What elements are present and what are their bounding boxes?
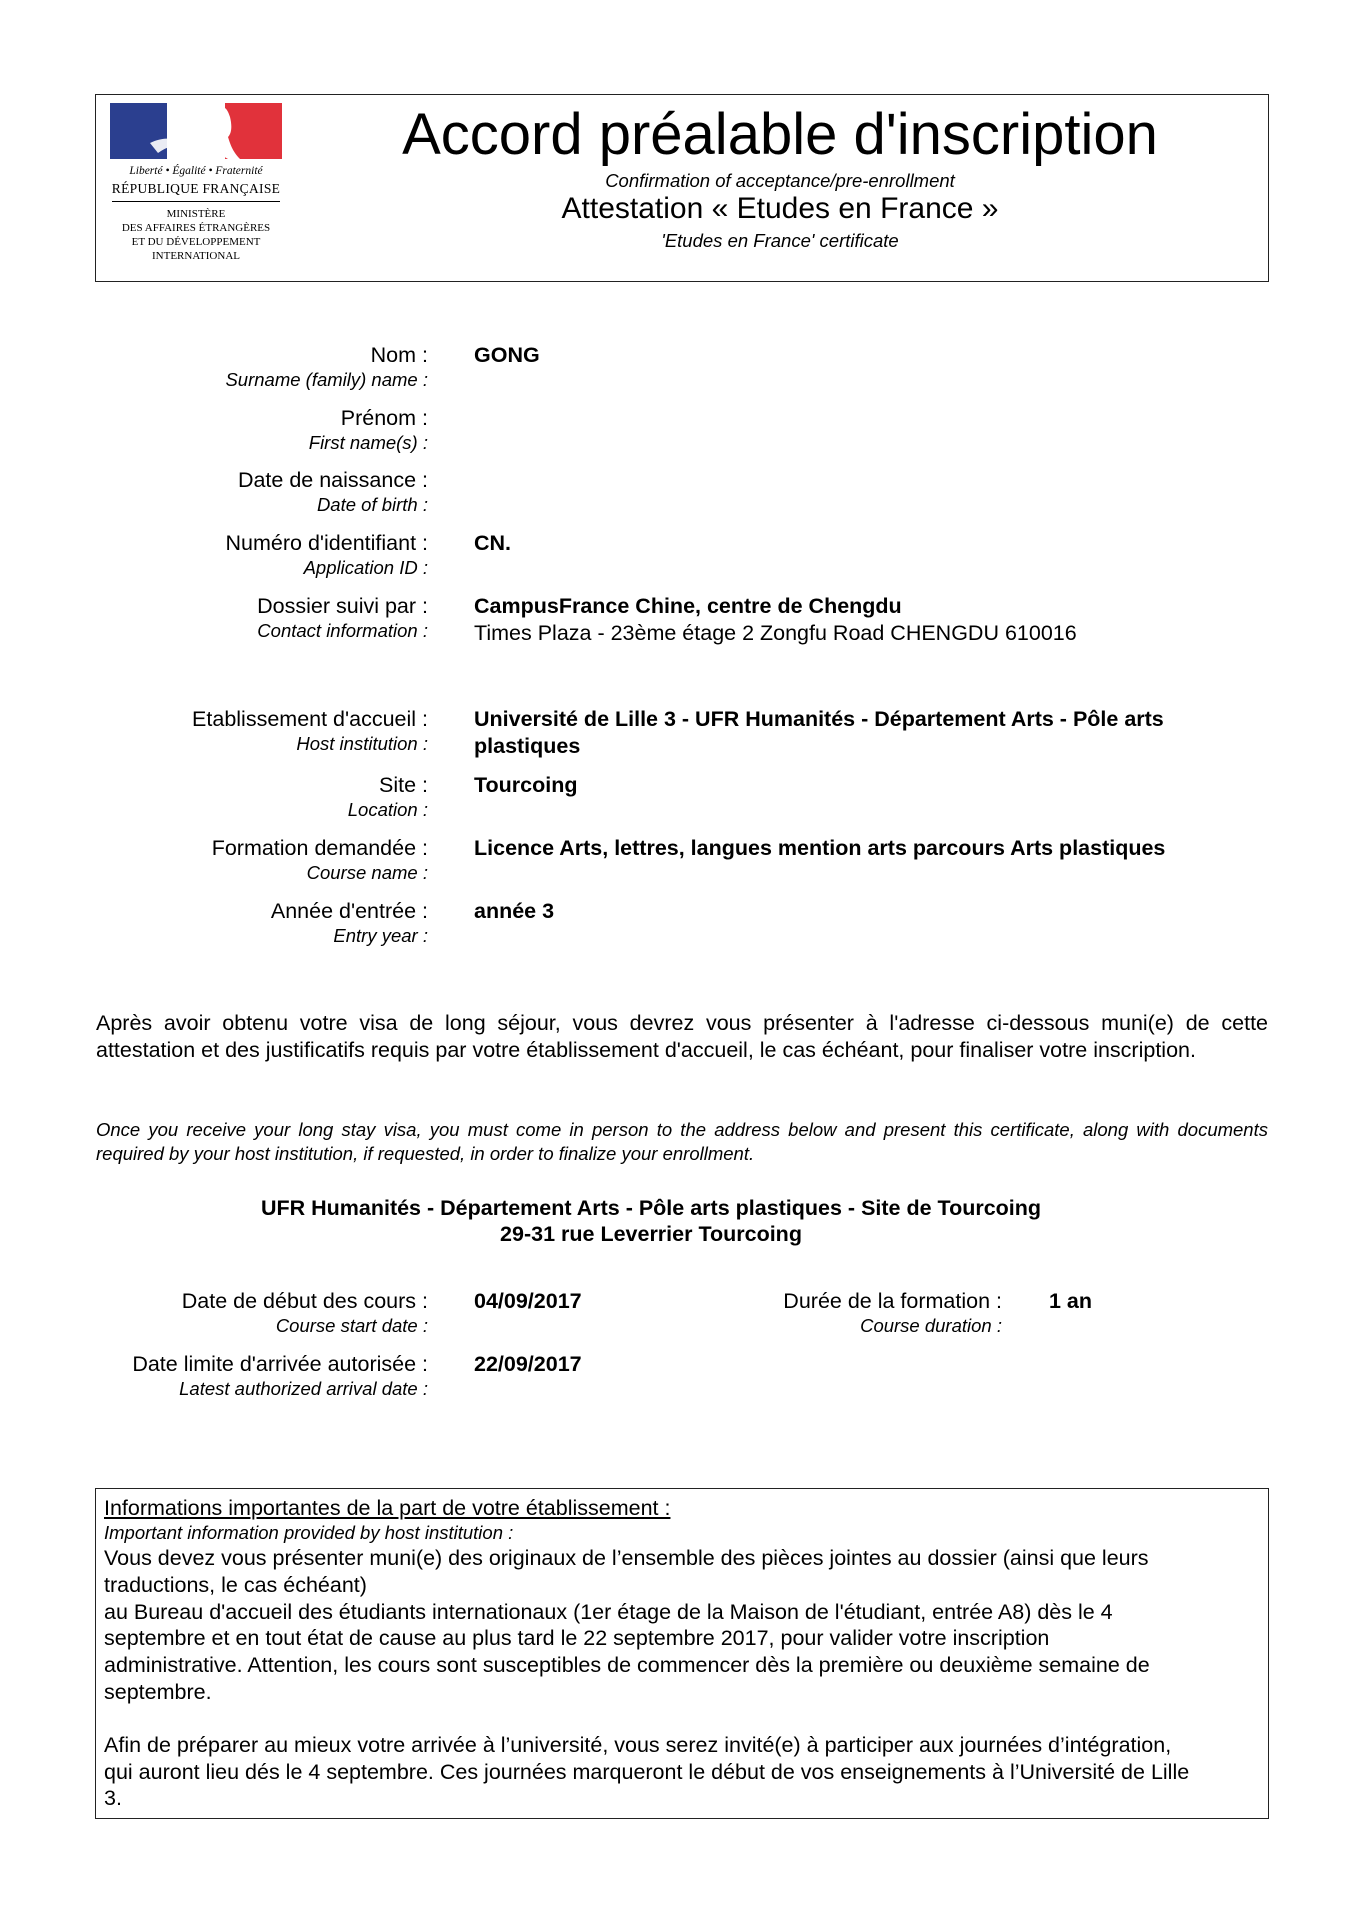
- dossier-label: Dossier suivi par :: [257, 594, 428, 618]
- logo-ministry: [106, 207, 286, 263]
- formation-value: Licence Arts, lettres, langues mention arts parcours Arts plastiques: [474, 836, 1166, 860]
- address-line2: 29-31 rue Leverrier Tourcoing: [500, 1222, 802, 1246]
- naissance-label: Date de naissance :: [237, 468, 428, 492]
- etablissement-value-line2: plastiques: [474, 734, 581, 758]
- logo-republic: RÉPUBLIQUE FRANÇAISE: [111, 181, 281, 196]
- republique-francaise-logo: [106, 103, 286, 277]
- important-info-box: [95, 1488, 1269, 1819]
- document-title: Accord préalable d'inscription: [402, 102, 1158, 167]
- start-date-value: 04/09/2017: [474, 1289, 582, 1313]
- dossier-address: Times Plaza - 23ème étage 2 Zongfu Road CHENGDU 610016: [474, 621, 1077, 645]
- start-date-label-en: Course start date :: [275, 1315, 428, 1336]
- prenom-label: Prénom :: [340, 406, 428, 430]
- site-label: Site :: [379, 773, 428, 797]
- attestation-subtitle: 'Etudes en France' certificate: [661, 230, 899, 251]
- info-line: septembre.: [104, 1679, 212, 1704]
- dossier-label-en: Contact information :: [257, 620, 428, 641]
- nom-label-en: Surname (family) name :: [225, 369, 428, 390]
- document-subtitle: Confirmation of acceptance/pre-enrollment: [605, 170, 955, 191]
- info-line: 3.: [104, 1786, 122, 1811]
- info-line: qui auront lieu dés le 4 septembre. Ces journées marqueront le début de vos enseignements à l’Université de Lille: [104, 1759, 1190, 1784]
- arrival-date-value: 22/09/2017: [474, 1352, 582, 1376]
- info-line: septembre et en tout état de cause au plus tard le 22 septembre 2017, pour valider votre inscription: [104, 1626, 1050, 1651]
- arrival-date-label: Date limite d'arrivée autorisée :: [132, 1352, 428, 1376]
- logo-ministry-line: INTERNATIONAL: [152, 250, 240, 262]
- logo-ministry-line: MINISTÈRE: [166, 208, 226, 220]
- marianne-flag-icon: [110, 103, 282, 159]
- important-info-subheading: Important information provided by host institution :: [104, 1522, 514, 1543]
- identifiant-label: Numéro d'identifiant :: [225, 531, 428, 555]
- dossier-value: CampusFrance Chine, centre de Chengdu: [474, 594, 902, 618]
- arrival-date-label-en: Latest authorized arrival date :: [179, 1378, 428, 1399]
- etablissement-label-en: Host institution :: [296, 733, 428, 754]
- important-info-paragraph-2: [104, 1732, 1260, 1812]
- annee-label: Année d'entrée :: [270, 899, 428, 923]
- naissance-label-en: Date of birth :: [316, 494, 428, 515]
- annee-value: année 3: [474, 899, 555, 923]
- duration-label-en: Course duration :: [860, 1315, 1002, 1336]
- logo-motto: Liberté • Égalité • Fraternité: [129, 165, 263, 177]
- site-label-en: Location :: [347, 799, 428, 820]
- info-line: traductions, le cas échéant): [104, 1572, 367, 1597]
- etablissement-label: Etablissement d'accueil :: [192, 707, 428, 731]
- annee-label-en: Entry year :: [333, 925, 428, 946]
- duration-value: 1 an: [1049, 1289, 1093, 1313]
- logo-ministry-line: DES AFFAIRES ÉTRANGÈRES: [121, 222, 271, 234]
- duration-label: Durée de la formation :: [783, 1289, 1002, 1313]
- etablissement-value: Université de Lille 3 - UFR Humanités - Département Arts - Pôle arts: [474, 707, 1164, 731]
- instructions-en: Once you receive your long stay visa, you must come in person to the address below and present this certificate, along with documents required by your host institution, if requested, in order to finalize your enrollment.: [96, 1119, 1268, 1164]
- logo-ministry-line: ET DU DÉVELOPPEMENT: [131, 236, 261, 248]
- attestation-title: Attestation « Etudes en France »: [561, 192, 999, 225]
- instructions-fr: Après avoir obtenu votre visa de long séjour, vous devrez vous présenter à l'adresse ci-dessous muni(e) de cette attestation et des justificatifs requis par votre établissement d'accueil, le cas échéant, pour finaliser votre inscription.: [96, 1011, 1268, 1062]
- start-date-label: Date de début des cours :: [181, 1289, 428, 1313]
- info-line: administrative. Attention, les cours sont susceptibles de commencer dès la première ou deuxième semaine de: [104, 1653, 1150, 1678]
- formation-label: Formation demandée :: [211, 836, 428, 860]
- address-line1: UFR Humanités - Département Arts - Pôle arts plastiques - Site de Tourcoing: [260, 1196, 1042, 1220]
- important-info-paragraph-1: [104, 1545, 1260, 1706]
- logo-divider: [112, 201, 280, 202]
- info-line: au Bureau d'accueil des étudiants internationaux (1er étage de la Maison de l'étudiant, entrée A8) dès le 4: [104, 1599, 1113, 1624]
- site-value: Tourcoing: [474, 773, 578, 797]
- identifiant-label-en: Application ID :: [303, 557, 428, 578]
- formation-label-en: Course name :: [306, 862, 428, 883]
- info-line: Afin de préparer au mieux votre arrivée à l’université, vous serez invité(e) à participer aux journées d’intégration,: [104, 1732, 1172, 1757]
- identifiant-value: CN.: [474, 531, 512, 555]
- info-line: Vous devez vous présenter muni(e) des originaux de l’ensemble des pièces jointes au dossier (ainsi que leurs: [104, 1546, 1149, 1570]
- important-info-heading: Informations importantes de la part de votre établissement :: [104, 1496, 671, 1520]
- nom-label: Nom :: [370, 343, 428, 367]
- nom-value: GONG: [474, 343, 540, 367]
- prenom-label-en: First name(s) :: [308, 432, 428, 453]
